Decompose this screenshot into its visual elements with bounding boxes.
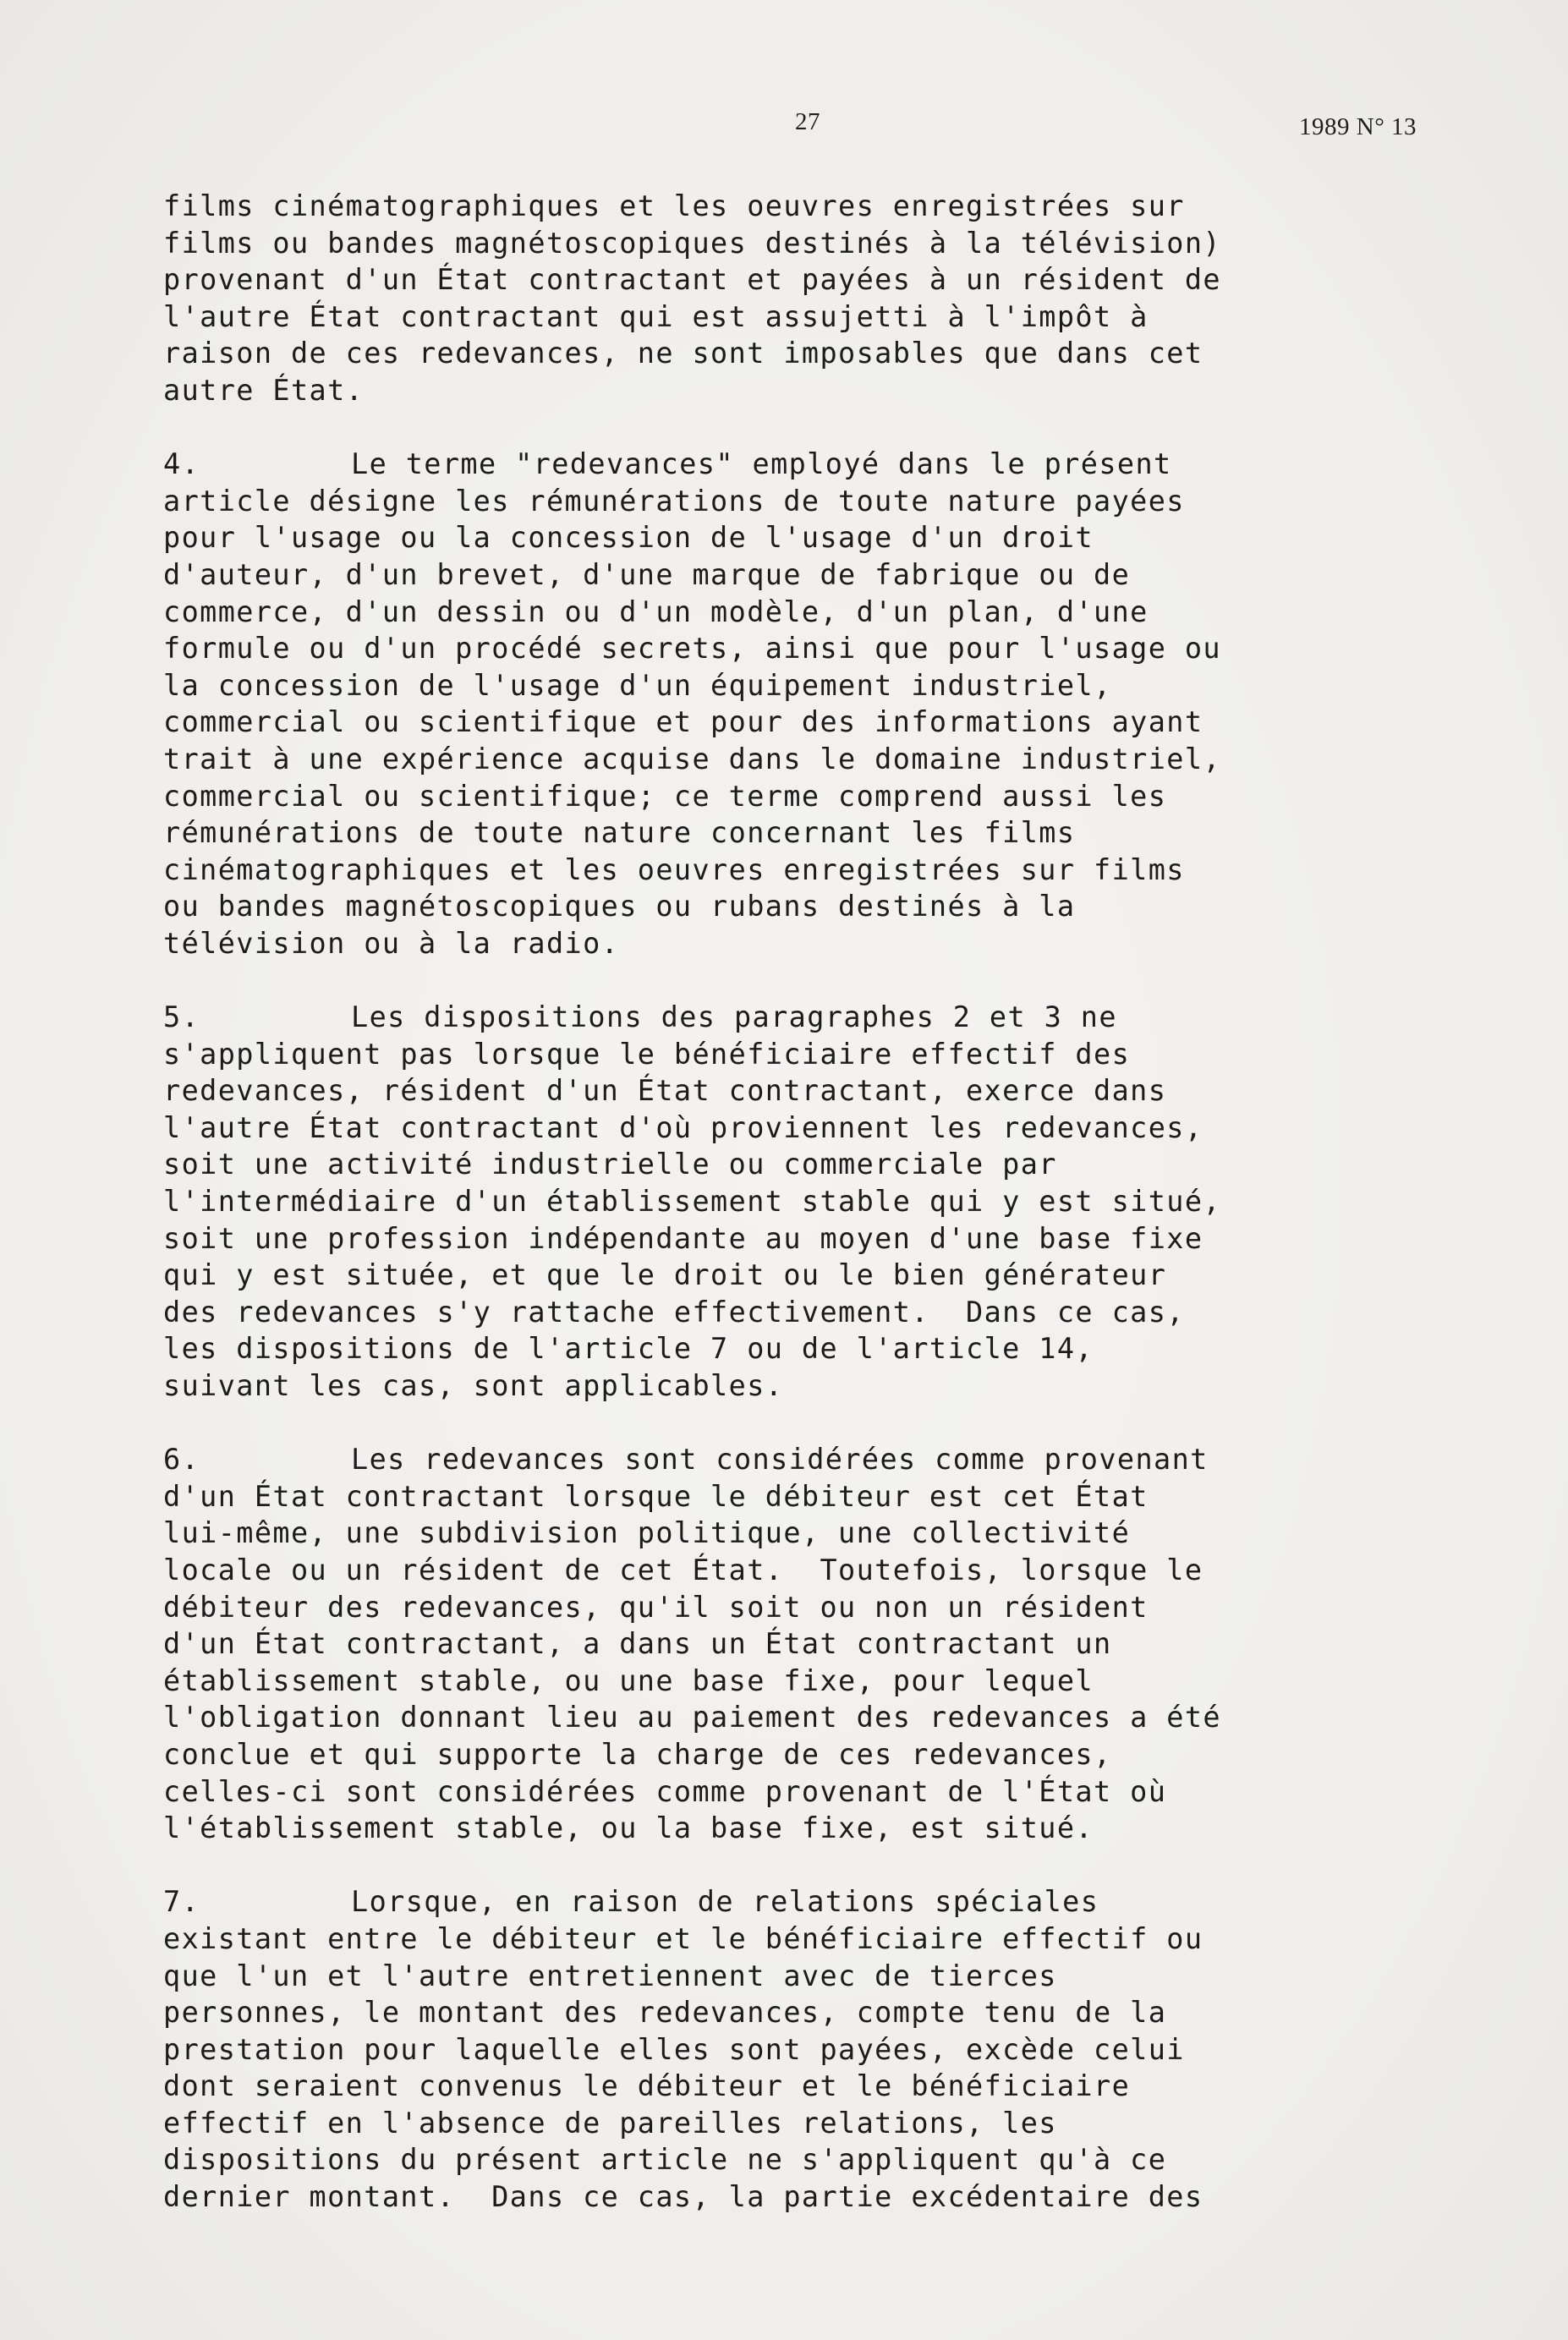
text-line: films cinématographiques et les oeuvres enregistrées sur — [163, 189, 1185, 222]
text-line: télévision ou à la radio. — [163, 926, 620, 960]
paragraph-number: 6. — [163, 1443, 200, 1477]
text-line: Les dispositions des paragraphes 2 et 3 ne — [351, 1000, 1117, 1034]
text-line: l'autre État contractant d'où proviennent les redevances, — [163, 1110, 1203, 1144]
text-line: Lorsque, en raison de relations spéciales — [351, 1885, 1099, 1919]
text-line: Le terme "redevances" employé dans le présent — [351, 447, 1172, 481]
text-line: soit une profession indépendante au moyen d'une base fixe — [163, 1221, 1203, 1255]
paragraph-6 — [163, 1441, 1499, 1847]
text-line: des redevances s'y rattache effectivement. Dans ce cas, — [163, 1295, 1185, 1329]
text-line: locale ou un résident de cet État. Toutefois, lorsque le — [163, 1553, 1203, 1586]
paragraph-continuation — [163, 188, 1499, 409]
page-number: 27 — [795, 108, 820, 135]
text-line: cinématographiques et les oeuvres enregistrées sur films — [163, 852, 1185, 886]
text-line: débiteur des redevances, qu'il soit ou non un résident — [163, 1590, 1149, 1624]
text-line: la concession de l'usage d'un équipement industriel, — [163, 668, 1112, 702]
text-line: existant entre le débiteur et le bénéficiaire effectif ou — [163, 1921, 1203, 1955]
text-line: l'obligation donnant lieu au paiement des redevances a été — [163, 1701, 1221, 1734]
text-line: pour l'usage ou la concession de l'usage d'un droit — [163, 521, 1094, 555]
text-line: établissement stable, ou une base fixe, pour lequel — [163, 1663, 1094, 1697]
document-body — [163, 188, 1499, 2216]
text-line: s'appliquent pas lorsque le bénéficiaire effectif des — [163, 1037, 1131, 1071]
text-line: raison de ces redevances, ne sont imposables que dans cet — [163, 337, 1203, 370]
paragraph-number: 7. — [163, 1885, 200, 1919]
text-line: que l'un et l'autre entretiennent avec de tierces — [163, 1959, 1057, 1992]
text-line: d'auteur, d'un brevet, d'une marque de fabrique ou de — [163, 557, 1131, 591]
text-line: l'intermédiaire d'un établissement stable qui y est situé, — [163, 1185, 1221, 1219]
text-line: dont seraient convenus le débiteur et le bénéficiaire — [163, 2069, 1131, 2103]
text-line: provenant d'un État contractant et payées à un résident de — [163, 263, 1221, 297]
page-reference: 1989 N° 13 — [1299, 113, 1417, 140]
text-line: suivant les cas, sont applicables. — [163, 1369, 784, 1402]
text-line: rémunérations de toute nature concernant les films — [163, 816, 1076, 850]
text-line: d'un État contractant lorsque le débiteur est cet État — [163, 1479, 1149, 1513]
text-line: lui-même, une subdivision politique, une collectivité — [163, 1516, 1131, 1550]
text-line: films ou bandes magnétoscopiques destinés à la télévision) — [163, 226, 1221, 260]
paragraph-5 — [163, 999, 1499, 1405]
paragraph-7 — [163, 1883, 1499, 2215]
paragraph-4 — [163, 446, 1499, 962]
text-line: autre État. — [163, 373, 365, 407]
text-line: ou bandes magnétoscopiques ou rubans destinés à la — [163, 890, 1076, 923]
text-line: Les redevances sont considérées comme provenant — [351, 1443, 1209, 1477]
text-line: les dispositions de l'article 7 ou de l'article 14, — [163, 1332, 1094, 1366]
text-line: celles-ci sont considérées comme provenant de l'État où — [163, 1774, 1167, 1808]
text-line: commerce, d'un dessin ou d'un modèle, d'un plan, d'une — [163, 595, 1149, 628]
text-line: commercial ou scientifique et pour des informations ayant — [163, 705, 1203, 739]
text-line: soit une activité industrielle ou commerciale par — [163, 1148, 1057, 1181]
text-line: trait à une expérience acquise dans le domaine industriel, — [163, 742, 1221, 775]
text-line: formule ou d'un procédé secrets, ainsi que pour l'usage ou — [163, 632, 1221, 666]
text-line: personnes, le montant des redevances, compte tenu de la — [163, 1996, 1167, 2030]
paragraph-number: 4. — [163, 447, 200, 481]
text-line: conclue et qui supporte la charge de ces redevances, — [163, 1737, 1112, 1771]
text-line: dispositions du présent article ne s'appliquent qu'à ce — [163, 2143, 1167, 2177]
text-line: qui y est située, et que le droit ou le bien générateur — [163, 1258, 1167, 1292]
text-line: article désigne les rémunérations de toute nature payées — [163, 484, 1185, 518]
text-line: l'autre État contractant qui est assujetti à l'impôt à — [163, 299, 1149, 333]
text-line: prestation pour laquelle elles sont payées, excède celui — [163, 2032, 1185, 2066]
text-line: dernier montant. Dans ce cas, la partie excédentaire des — [163, 2180, 1203, 2214]
text-line: l'établissement stable, ou la base fixe, est situé. — [163, 1811, 1094, 1845]
text-line: effectif en l'absence de pareilles relations, les — [163, 2106, 1057, 2140]
text-line: redevances, résident d'un État contractant, exerce dans — [163, 1074, 1167, 1108]
text-line: d'un État contractant, a dans un État contractant un — [163, 1627, 1112, 1661]
paragraph-number: 5. — [163, 1000, 200, 1034]
text-line: commercial ou scientifique; ce terme comprend aussi les — [163, 779, 1167, 813]
